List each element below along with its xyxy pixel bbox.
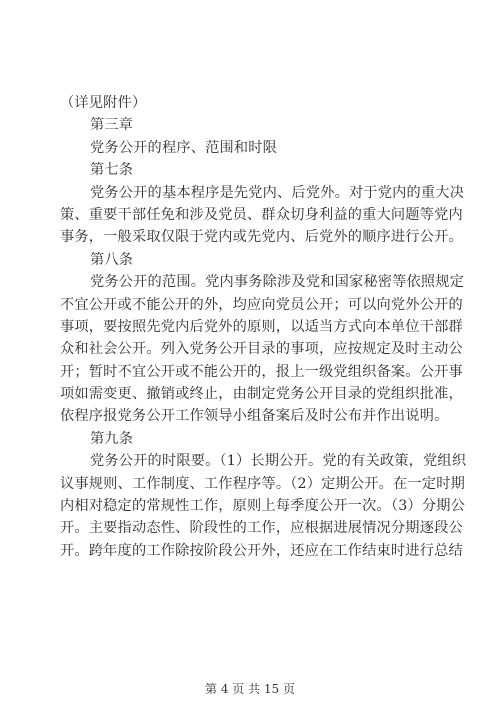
text-line: 开。主要指动态性、阶段性的工作，应根据进展情况分期逐段公 bbox=[60, 520, 463, 537]
text-line: 党务公开的时限要。（1）长期公开。党的有关政策，党组织 bbox=[90, 453, 467, 470]
text-line: 议事规则、工作制度、工作程序等。（2）定期公开。在一定时期 bbox=[60, 475, 465, 492]
page-footer: 第 4 页 共 15 页 bbox=[205, 682, 295, 696]
text-line: 不宜公开或不能公开的外，均应向党员公开；可以向党外公开的 bbox=[60, 296, 463, 313]
text-line: 第九条 bbox=[90, 430, 134, 447]
text-line: 党务公开的基本程序是先党内、后党外。对于党内的重大决 bbox=[90, 184, 465, 201]
text-line: 第八条 bbox=[90, 251, 134, 268]
text-line: 项如需变更、撤销或终止，由制定党务公开目录的党组织批准， bbox=[60, 386, 463, 403]
text-line: 党务公开的程序、范围和时限 bbox=[90, 139, 278, 156]
text-line: （详见附件） bbox=[60, 95, 147, 111]
text-line: 策、重要干部任免和涉及党员、群众切身利益的重大问题等党内 bbox=[60, 206, 463, 223]
text-line: 第三章 bbox=[90, 117, 134, 134]
text-line: 第七条 bbox=[90, 162, 134, 179]
text-line: 开；暂时不宜公开或不能公开的，报上一级党组织备案。公开事 bbox=[60, 363, 463, 380]
text-line: 党务公开的范围。党内事务除涉及党和国家秘密等依照规定 bbox=[90, 274, 465, 291]
text-line: 内相对稳定的常规性工作，原则上每季度公开一次。（3）分期公 bbox=[60, 498, 465, 515]
text-line: 众和社会公开。列入党务公开目录的事项，应按规定及时主动公 bbox=[60, 341, 463, 358]
text-line: 开。跨年度的工作除按阶段公开外，还应在工作结束时进行总结 bbox=[60, 542, 463, 559]
document-body bbox=[60, 92, 467, 562]
text-line: 事务，一般采取仅限于党内或先党内、后党外的顺序进行公开。 bbox=[60, 229, 463, 246]
text-line: 事项，要按照先党内后党外的原则，以适当方式向本单位干部群 bbox=[60, 318, 463, 335]
text-line: 依程序报党务公开工作领导小组备案后及时公布并作出说明。 bbox=[60, 408, 449, 425]
